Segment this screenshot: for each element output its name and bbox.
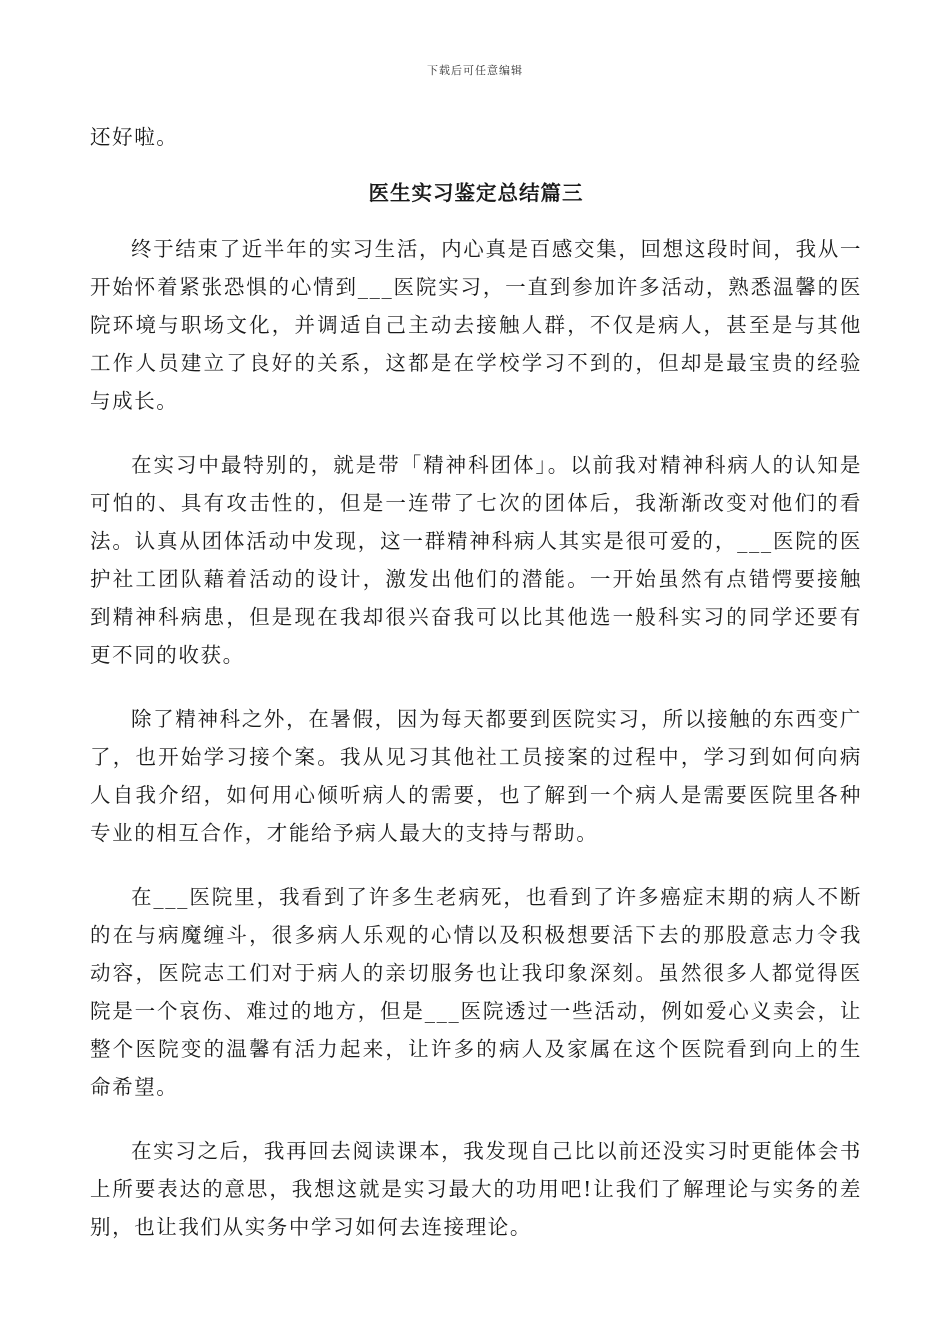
paragraph: 在实习中最特别的，就是带「精神科团体」。以前我对精神科病人的认知是可怕的、具有攻击性的，但是一连带了七次的团体后，我渐渐改变对他们的看法。认真从团体活动中发现，这一群精神科病人其实是很可爱的，___医院的医护社工团队藉着活动的设计，激发出他们的潜能。一开始虽然有点错愕要接触到精神科病患，但是现在我却很兴奋我可以比其他选一般科实习的同学还要有更不同的收获。 — [90, 453, 862, 667]
header-note: 下载后可任意编辑 — [427, 64, 523, 77]
paragraph: 终于结束了近半年的实习生活，内心真是百感交集，回想这段时间，我从一开始怀着紧张恐惧的心情到___医院实习，一直到参加许多活动，熟悉温馨的医院环境与职场文化，并调适自己主动去接触人群，不仅是病人，甚至是与其他工作人员建立了良好的关系，这都是在学校学习不到的，但却是最宝贵的经验与成长。 — [90, 237, 862, 413]
document-body — [90, 118, 862, 1272]
continuation-text: 还好啦。 — [90, 125, 179, 149]
section-title: 医生实习鉴定总结篇三 — [368, 181, 584, 205]
paragraph: 除了精神科之外，在暑假，因为每天都要到医院实习，所以接触的东西变广了，也开始学习接个案。我从见习其他社工员接案的过程中，学习到如何向病人自我介绍，如何用心倾听病人的需要，也了解到一个病人是需要医院里各种专业的相互合作，才能给予病人最大的支持与帮助。 — [90, 707, 862, 845]
paragraph: 在___医院里，我看到了许多生老病死，也看到了许多癌症末期的病人不断的在与病魔缠斗，很多病人乐观的心情以及积极想要活下去的那股意志力令我动容，医院志工们对于病人的亲切服务也让我印象深刻。虽然很多人都觉得医院是一个哀伤、难过的地方，但是___医院透过一些活动，例如爱心义卖会，让整个医院变的温馨有活力起来，让许多的病人及家属在这个医院看到向上的生命希望。 — [90, 885, 862, 1099]
paragraph: 在实习之后，我再回去阅读课本，我发现自己比以前还没实习时更能体会书上所要表达的意思，我想这就是实习最大的功用吧!让我们了解理论与实务的差别，也让我们从实务中学习如何去连接理论。 — [90, 1139, 862, 1239]
